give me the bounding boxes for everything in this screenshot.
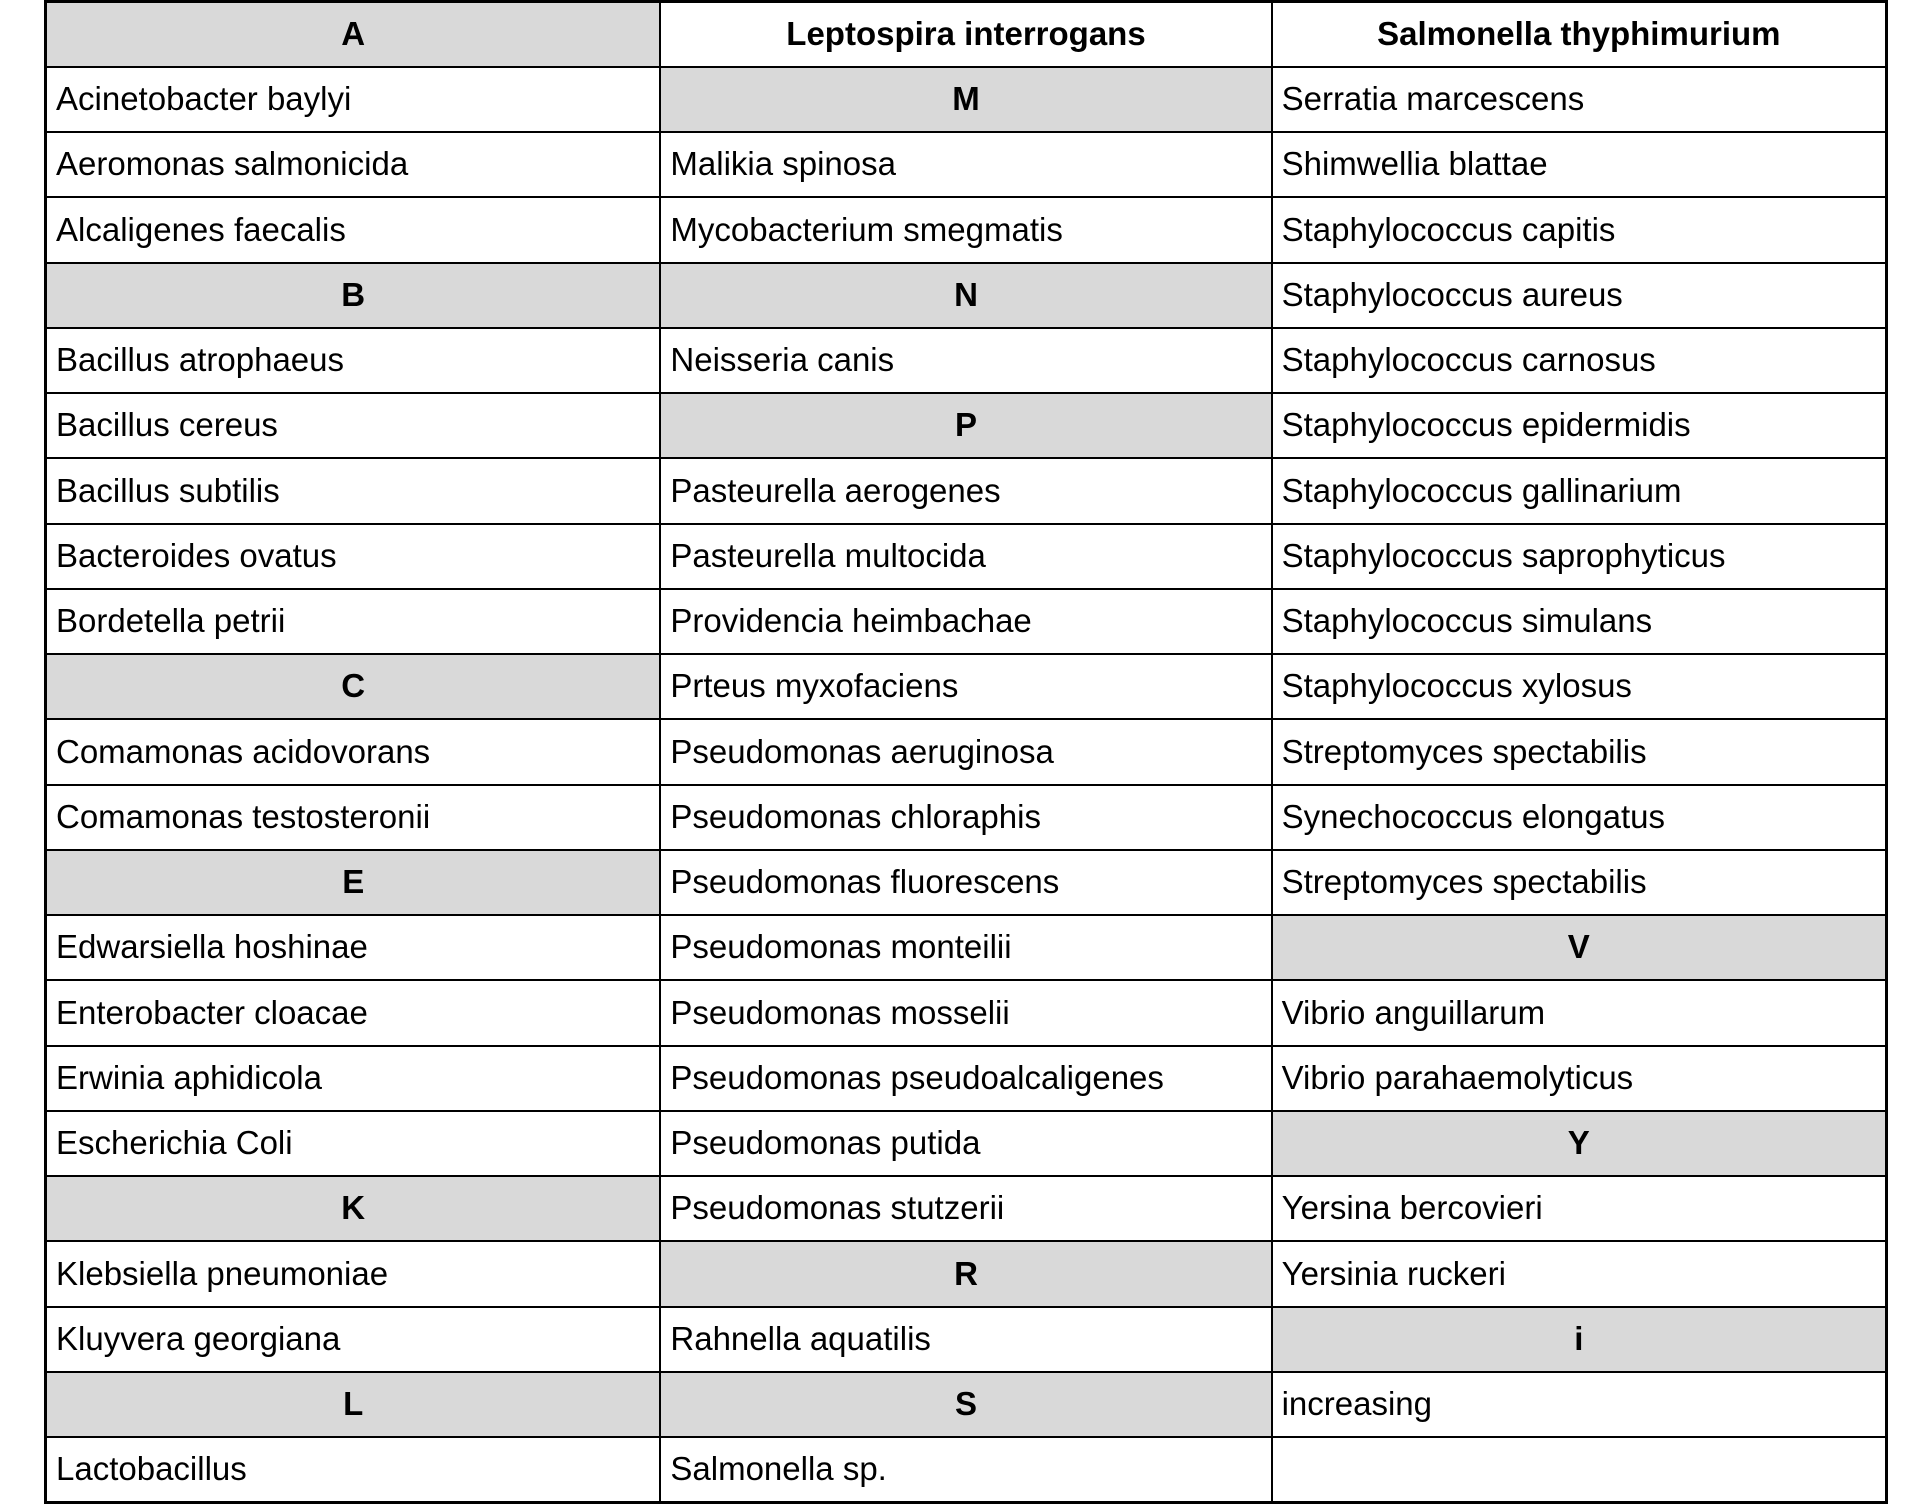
species-cell: Synechococcus elongatus bbox=[1272, 785, 1887, 850]
species-cell: Providencia heimbachae bbox=[660, 589, 1271, 654]
species-cell: Pseudomonas stutzerii bbox=[660, 1176, 1271, 1241]
bacteria-table bbox=[44, 0, 1888, 1504]
species-cell: Pasteurella aerogenes bbox=[660, 458, 1271, 523]
species-cell: Bordetella petrii bbox=[46, 589, 661, 654]
species-cell: Staphylococcus capitis bbox=[1272, 197, 1887, 262]
species-cell: Pseudomonas pseudoalcaligenes bbox=[660, 1046, 1271, 1111]
species-cell: Streptomyces spectabilis bbox=[1272, 719, 1887, 784]
species-cell: Vibrio anguillarum bbox=[1272, 980, 1887, 1045]
species-cell: Erwinia aphidicola bbox=[46, 1046, 661, 1111]
table-row bbox=[46, 1111, 1887, 1176]
table-row bbox=[46, 850, 1887, 915]
species-cell: Neisseria canis bbox=[660, 328, 1271, 393]
letter-header-cell: L bbox=[46, 1372, 661, 1437]
table-row bbox=[46, 524, 1887, 589]
species-cell: Bacillus cereus bbox=[46, 393, 661, 458]
species-cell: Klebsiella pneumoniae bbox=[46, 1241, 661, 1306]
species-cell: Staphylococcus gallinarium bbox=[1272, 458, 1887, 523]
table-row bbox=[46, 719, 1887, 784]
table-row bbox=[46, 458, 1887, 523]
column-header-cell: Leptospira interrogans bbox=[660, 2, 1271, 67]
table-row bbox=[46, 197, 1887, 262]
empty-cell bbox=[1272, 1437, 1887, 1503]
letter-header-cell: E bbox=[46, 850, 661, 915]
table-row bbox=[46, 1437, 1887, 1503]
table-row bbox=[46, 328, 1887, 393]
letter-header-cell: Y bbox=[1272, 1111, 1887, 1176]
letter-header-cell: M bbox=[660, 67, 1271, 132]
letter-header-cell: S bbox=[660, 1372, 1271, 1437]
species-cell: Staphylococcus xylosus bbox=[1272, 654, 1887, 719]
species-cell: Comamonas testosteronii bbox=[46, 785, 661, 850]
letter-header-cell: A bbox=[46, 2, 661, 67]
table-row bbox=[46, 1046, 1887, 1111]
species-cell: Pseudomonas chloraphis bbox=[660, 785, 1271, 850]
letter-header-cell: N bbox=[660, 263, 1271, 328]
species-cell: Vibrio parahaemolyticus bbox=[1272, 1046, 1887, 1111]
species-cell: Salmonella sp. bbox=[660, 1437, 1271, 1503]
species-cell: Streptomyces spectabilis bbox=[1272, 850, 1887, 915]
species-cell: increasing bbox=[1272, 1372, 1887, 1437]
table-row bbox=[46, 1307, 1887, 1372]
species-cell: Serratia marcescens bbox=[1272, 67, 1887, 132]
species-cell: Aeromonas salmonicida bbox=[46, 132, 661, 197]
species-cell: Pseudomonas monteilii bbox=[660, 915, 1271, 980]
table-row bbox=[46, 1372, 1887, 1437]
species-cell: Pasteurella multocida bbox=[660, 524, 1271, 589]
species-cell: Edwarsiella hoshinae bbox=[46, 915, 661, 980]
species-cell: Acinetobacter baylyi bbox=[46, 67, 661, 132]
species-cell: Rahnella aquatilis bbox=[660, 1307, 1271, 1372]
column-header-cell: Salmonella thyphimurium bbox=[1272, 2, 1887, 67]
species-cell: Bacteroides ovatus bbox=[46, 524, 661, 589]
species-cell: Pseudomonas aeruginosa bbox=[660, 719, 1271, 784]
table-row bbox=[46, 1241, 1887, 1306]
table-row bbox=[46, 263, 1887, 328]
species-cell: Staphylococcus simulans bbox=[1272, 589, 1887, 654]
table-row bbox=[46, 785, 1887, 850]
table-body bbox=[46, 2, 1887, 1503]
species-cell: Mycobacterium smegmatis bbox=[660, 197, 1271, 262]
species-cell: Pseudomonas putida bbox=[660, 1111, 1271, 1176]
species-cell: Staphylococcus saprophyticus bbox=[1272, 524, 1887, 589]
species-cell: Lactobacillus bbox=[46, 1437, 661, 1503]
species-cell: Staphylococcus epidermidis bbox=[1272, 393, 1887, 458]
table-row bbox=[46, 589, 1887, 654]
species-cell: Enterobacter cloacae bbox=[46, 980, 661, 1045]
species-cell: Staphylococcus aureus bbox=[1272, 263, 1887, 328]
species-cell: Escherichia Coli bbox=[46, 1111, 661, 1176]
table-row bbox=[46, 2, 1887, 67]
table-row bbox=[46, 393, 1887, 458]
species-cell: Yersina bercovieri bbox=[1272, 1176, 1887, 1241]
species-cell: Staphylococcus carnosus bbox=[1272, 328, 1887, 393]
species-cell: Yersinia ruckeri bbox=[1272, 1241, 1887, 1306]
species-cell: Pseudomonas mosselii bbox=[660, 980, 1271, 1045]
letter-header-cell: i bbox=[1272, 1307, 1887, 1372]
letter-header-cell: R bbox=[660, 1241, 1271, 1306]
letter-header-cell: K bbox=[46, 1176, 661, 1241]
letter-header-cell: C bbox=[46, 654, 661, 719]
species-cell: Alcaligenes faecalis bbox=[46, 197, 661, 262]
species-cell: Bacillus atrophaeus bbox=[46, 328, 661, 393]
species-cell: Prteus myxofaciens bbox=[660, 654, 1271, 719]
table-row bbox=[46, 1176, 1887, 1241]
table-row bbox=[46, 980, 1887, 1045]
table-row bbox=[46, 654, 1887, 719]
table-row bbox=[46, 67, 1887, 132]
species-cell: Kluyvera georgiana bbox=[46, 1307, 661, 1372]
letter-header-cell: V bbox=[1272, 915, 1887, 980]
species-cell: Bacillus subtilis bbox=[46, 458, 661, 523]
species-cell: Pseudomonas fluorescens bbox=[660, 850, 1271, 915]
species-cell: Malikia spinosa bbox=[660, 132, 1271, 197]
species-cell: Comamonas acidovorans bbox=[46, 719, 661, 784]
letter-header-cell: P bbox=[660, 393, 1271, 458]
table-row bbox=[46, 915, 1887, 980]
letter-header-cell: B bbox=[46, 263, 661, 328]
species-cell: Shimwellia blattae bbox=[1272, 132, 1887, 197]
table-row bbox=[46, 132, 1887, 197]
